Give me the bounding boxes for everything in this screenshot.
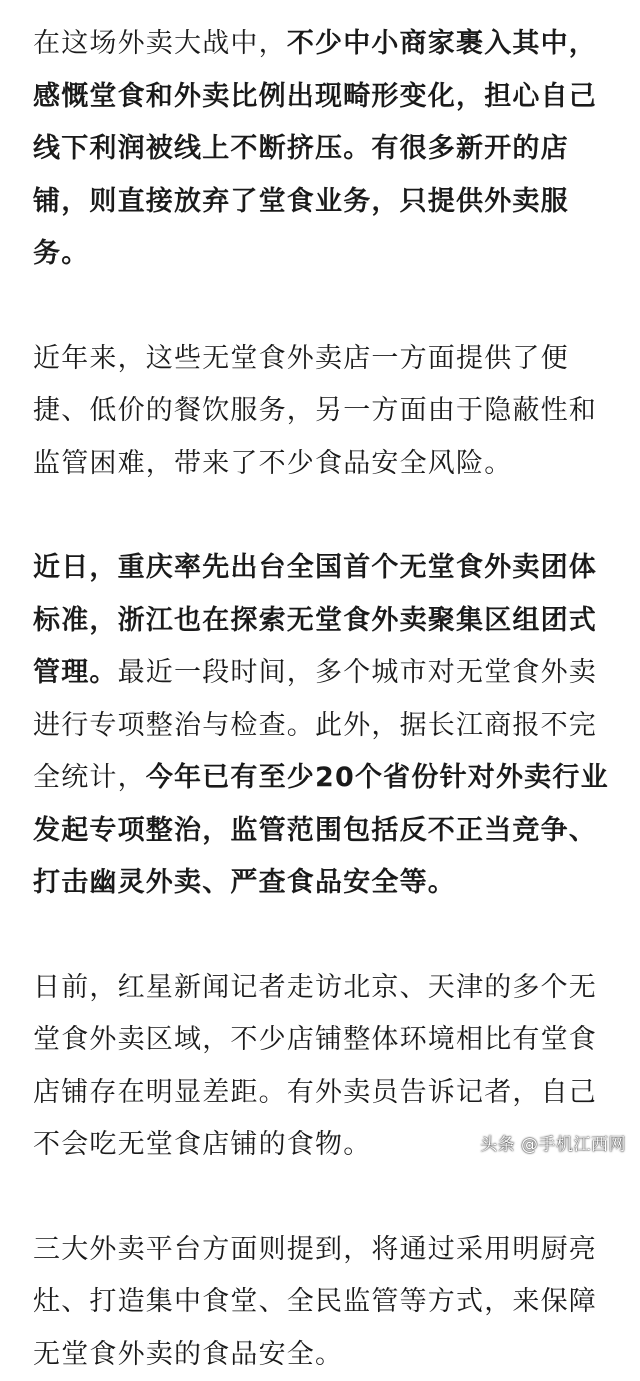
paragraph-2 [33,333,613,491]
text-line [33,542,613,595]
text-line [33,71,613,124]
text-run: 日前，红星新闻记者走访北京、天津的多个无 [33,972,597,1003]
bold-text-run: 感慨堂食和外卖比例出现畸形变化，担心自己 [33,81,597,112]
text-line [33,1067,613,1120]
paragraph-1 [33,18,613,281]
text-run: 进行专项整治与检查。此外，据长江商报不完 [33,710,597,741]
bold-text-run: 线下利润被线上不断挤压。 [33,133,371,164]
text-line [33,1224,613,1277]
text-line [33,700,613,753]
text-line [33,176,613,229]
text-run: 监管困难，带来了不少食品安全风险。 [33,448,512,479]
bold-text-run: 务。 [33,238,89,269]
bold-text-run: 近日，重庆率先出台全国首个无堂食外卖团体 [33,552,597,583]
paragraph-5 [33,1224,613,1381]
text-line [33,228,613,281]
paragraph-gap [33,490,613,542]
text-run: 全统计， [33,762,146,793]
text-run: 灶、打造集中食堂、全民监管等方式，来保障 [33,1286,597,1317]
text-line [33,333,613,386]
text-line [33,1014,613,1067]
text-line [33,18,613,71]
text-run: 堂食外卖区域，不少店铺整体环境相比有堂食 [33,1024,597,1055]
article-body [33,18,613,1381]
text-line [33,752,613,805]
text-run: 三大外卖平台方面则提到，将通过采用明厨亮 [33,1234,597,1265]
text-line [33,962,613,1015]
bold-text-run: 铺，则直接放弃了堂食业务，只提供外卖服 [33,186,569,217]
paragraph-3 [33,542,613,910]
text-line [33,1276,613,1329]
bold-text-run: 不少中小商家裹入其中， [287,28,597,59]
text-run: 不会吃无堂食店铺的食物。 [33,1129,371,1160]
text-line [33,647,613,700]
bold-text-run: 有很多新开的店 [371,133,568,164]
paragraph-gap [33,1172,613,1224]
text-line [33,1329,613,1381]
text-line [33,805,613,858]
bold-text-run: 标准，浙江也在探索无堂食外卖聚集区组团式 [33,605,597,636]
text-run: 无堂食外卖的食品安全。 [33,1339,343,1370]
text-line [33,123,613,176]
text-line [33,385,613,438]
text-run: 最近一段时间，多个城市对无堂食外卖 [118,657,597,688]
text-run: 在这场外卖大战中， [33,28,287,59]
text-line [33,857,613,910]
text-run: 捷、低价的餐饮服务，另一方面由于隐蔽性和 [33,395,597,426]
paragraph-gap [33,281,613,333]
bold-text-run: 今年已有至少20个省份针对外卖行业 [146,762,609,793]
watermark: 头条 @手机江西网 [480,1130,626,1155]
bold-text-run: 管理。 [33,657,118,688]
text-line [33,595,613,648]
text-line [33,438,613,491]
text-run: 近年来，这些无堂食外卖店一方面提供了便 [33,343,569,374]
bold-text-run: 打击幽灵外卖、严查食品安全等。 [33,867,456,898]
bold-text-run: 发起专项整治，监管范围包括反不正当竞争、 [33,815,597,846]
text-run: 店铺存在明显差距。有外卖员告诉记者，自己 [33,1077,597,1108]
paragraph-gap [33,910,613,962]
